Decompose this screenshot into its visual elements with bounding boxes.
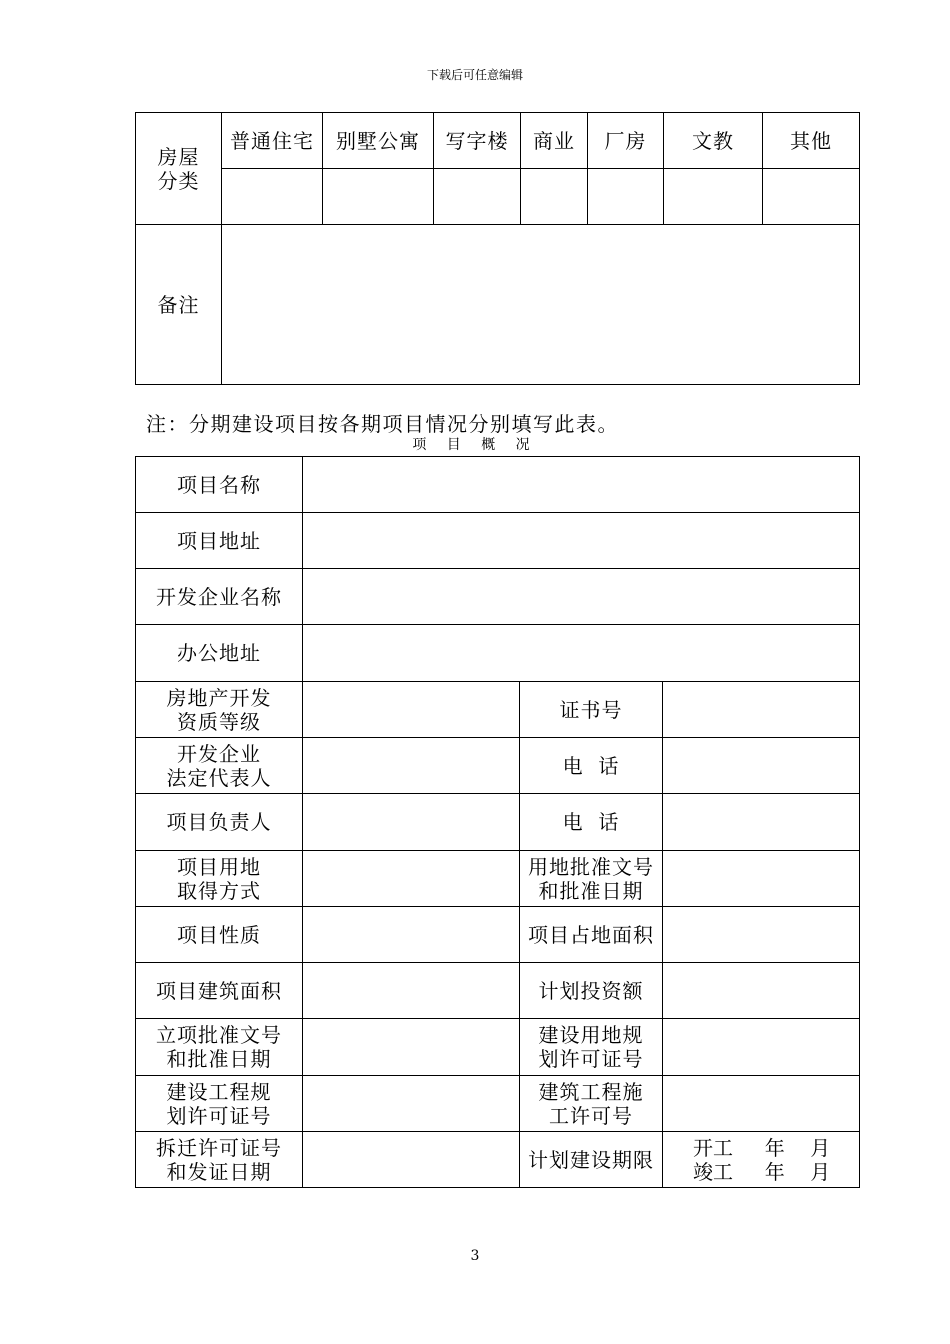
office-address-label: 办公地址 [136, 625, 303, 682]
remarks-label: 备注 [136, 225, 222, 385]
project-overview-table [135, 456, 860, 1188]
construction-period-label: 计划建设期限 [520, 1132, 663, 1188]
project-manager-input[interactable] [303, 794, 520, 851]
project-address-label: 项目地址 [136, 513, 303, 569]
developer-name-input[interactable] [303, 569, 860, 625]
page-header: 下载后可任意编辑 [426, 68, 523, 82]
land-area-input[interactable] [663, 907, 860, 963]
engineering-planning-permit-input[interactable] [303, 1076, 520, 1132]
office-address-input[interactable] [303, 625, 860, 682]
land-approval-label: 用地批准文号 和批准日期 [520, 851, 663, 907]
project-nature-input[interactable] [303, 907, 520, 963]
input-cell[interactable] [664, 169, 763, 225]
land-area-label: 项目占地面积 [520, 907, 663, 963]
category-other: 其他 [763, 113, 860, 169]
manager-phone-label: 电 话 [520, 794, 663, 851]
project-approval-label: 立项批准文号 和批准日期 [136, 1019, 303, 1076]
input-cell[interactable] [588, 169, 664, 225]
construction-permit-label: 建筑工程施 工许可号 [520, 1076, 663, 1132]
remarks-input[interactable] [222, 225, 860, 385]
project-name-input[interactable] [303, 457, 860, 513]
housing-category-label: 房屋 分类 [136, 113, 222, 225]
certificate-no-input[interactable] [663, 682, 860, 738]
input-cell[interactable] [521, 169, 588, 225]
certificate-no-label: 证书号 [520, 682, 663, 738]
housing-category-table [135, 112, 860, 385]
land-planning-permit-label: 建设用地规 划许可证号 [520, 1019, 663, 1076]
building-area-input[interactable] [303, 963, 520, 1019]
section-title: 项 目 概 况 [412, 437, 538, 453]
demolition-permit-label: 拆迁许可证号 和发证日期 [136, 1132, 303, 1188]
legal-rep-phone-input[interactable] [663, 738, 860, 794]
land-acquisition-input[interactable] [303, 851, 520, 907]
input-cell[interactable] [434, 169, 521, 225]
project-nature-label: 项目性质 [136, 907, 303, 963]
project-manager-label: 项目负责人 [136, 794, 303, 851]
planned-investment-input[interactable] [663, 963, 860, 1019]
qualification-input[interactable] [303, 682, 520, 738]
project-name-label: 项目名称 [136, 457, 303, 513]
engineering-planning-permit-label: 建设工程规 划许可证号 [136, 1076, 303, 1132]
input-cell[interactable] [763, 169, 860, 225]
input-cell[interactable] [323, 169, 434, 225]
building-area-label: 项目建筑面积 [136, 963, 303, 1019]
planned-investment-label: 计划投资额 [520, 963, 663, 1019]
page-number: 3 [470, 1248, 480, 1264]
demolition-permit-input[interactable] [303, 1132, 520, 1188]
category-ordinary-residential: 普通住宅 [222, 113, 323, 169]
input-cell[interactable] [222, 169, 323, 225]
construction-permit-input[interactable] [663, 1076, 860, 1132]
category-office: 写字楼 [434, 113, 521, 169]
finish-date: 竣工 年 月 [693, 1159, 831, 1184]
category-education: 文教 [664, 113, 763, 169]
category-villa-apartment: 别墅公寓 [323, 113, 434, 169]
qualification-label: 房地产开发 资质等级 [136, 682, 303, 738]
land-planning-permit-input[interactable] [663, 1019, 860, 1076]
start-date: 开工 年 月 [693, 1135, 831, 1160]
land-acquisition-label: 项目用地 取得方式 [136, 851, 303, 907]
project-address-input[interactable] [303, 513, 860, 569]
developer-name-label: 开发企业名称 [136, 569, 303, 625]
legal-rep-phone-label: 电 话 [520, 738, 663, 794]
legal-rep-input[interactable] [303, 738, 520, 794]
construction-period-value[interactable] [663, 1132, 860, 1188]
project-approval-input[interactable] [303, 1019, 520, 1076]
category-commercial: 商业 [521, 113, 588, 169]
manager-phone-input[interactable] [663, 794, 860, 851]
legal-rep-label: 开发企业 法定代表人 [136, 738, 303, 794]
land-approval-input[interactable] [663, 851, 860, 907]
table-note: 注：分期建设项目按各期项目情况分别填写此表。 [146, 412, 619, 436]
category-factory: 厂房 [588, 113, 664, 169]
